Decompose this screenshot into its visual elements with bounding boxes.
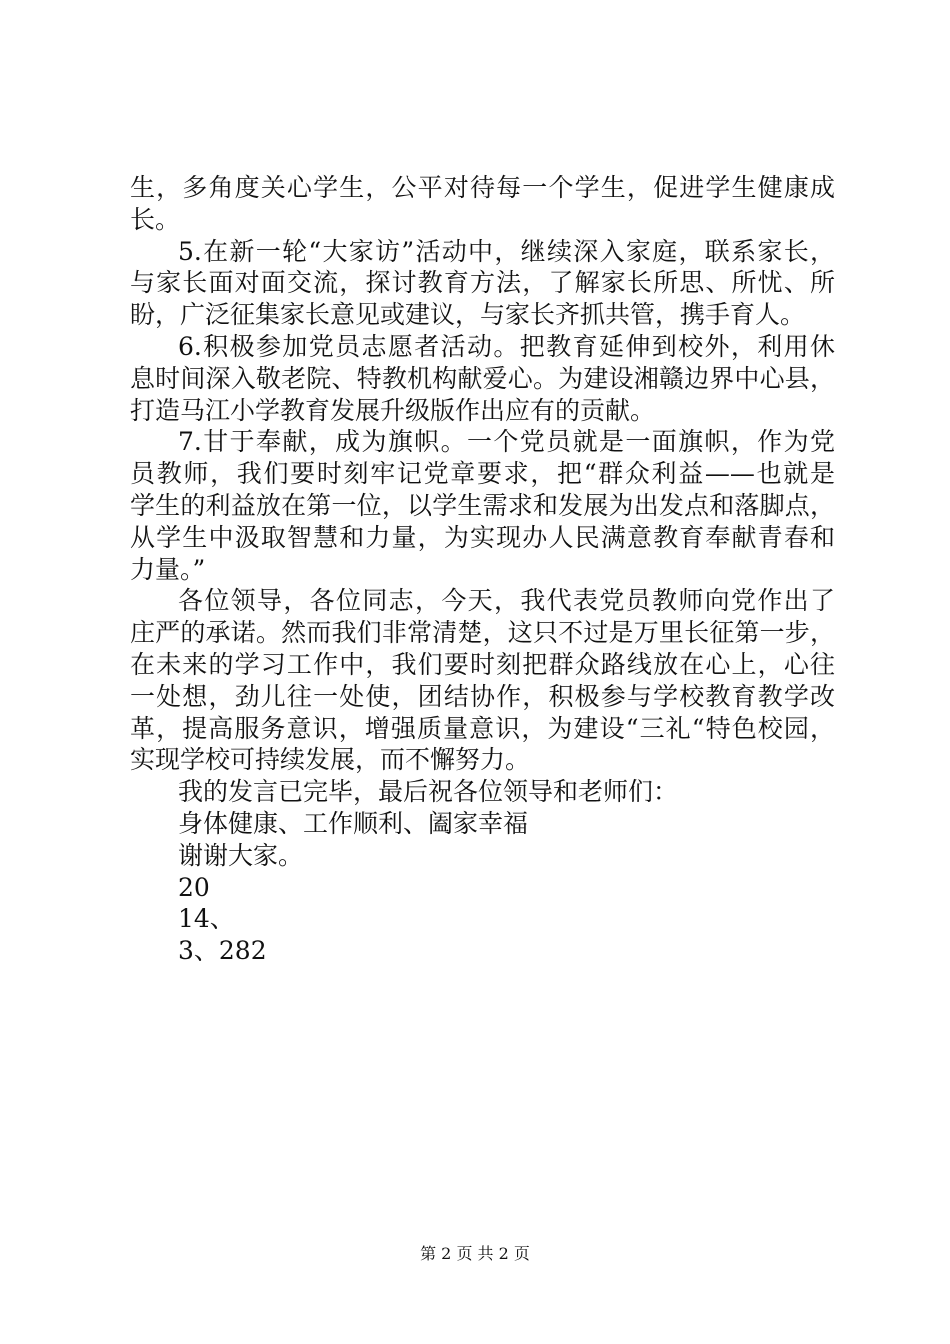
text-line: 生，多角度关心学生，公平对待每一个学生，促进学生健康成 xyxy=(130,173,835,202)
paragraph xyxy=(130,172,835,236)
text-line: 从学生中汲取智慧和力量，为实现办人民满意教育奉献青春和 xyxy=(130,522,835,552)
text-line: 5.在新一轮“大家访”活动中，继续深入家庭，联系家长， xyxy=(178,236,835,266)
date-line: 20 xyxy=(178,872,210,902)
closing-section xyxy=(130,776,835,967)
document-body xyxy=(130,172,835,967)
text-line: 长。 xyxy=(130,204,181,234)
text-line: 实现学校可持续发展，而不懈努力。 xyxy=(130,745,531,775)
text-line: 6.积极参加党员志愿者活动。把教育延伸到校外，利用休 xyxy=(178,331,835,361)
page-number-footer: 第 2 页 共 2 页 xyxy=(420,1244,530,1263)
closing-line: 身体健康、工作顺利、阖家幸福 xyxy=(178,808,529,838)
text-line: 在未来的学习工作中，我们要时刻把群众路线放在心上，心往 xyxy=(130,649,835,679)
text-line: 庄严的承诺。然而我们非常清楚，这只不过是万里长征第一步， xyxy=(130,618,835,648)
text-line: 员教师，我们要时刻牢记党章要求，把“群众利益——也就是 xyxy=(130,459,835,489)
text-line: 7.甘于奉献，成为旗帜。一个党员就是一面旗帜，作为党 xyxy=(178,427,835,457)
closing-line: 我的发言已完毕，最后祝各位领导和老师们： xyxy=(178,777,679,807)
text-line: 各位领导，各位同志，今天，我代表党员教师向党作出了 xyxy=(178,586,835,616)
text-line: 革，提高服务意识，增强质量意识，为建设“三礼“特色校园， xyxy=(130,713,835,743)
text-line: 力量。” xyxy=(130,554,206,584)
paragraph xyxy=(130,585,835,776)
text-line: 学生的利益放在第一位，以学生需求和发展为出发点和落脚点， xyxy=(130,490,835,520)
text-line: 盼，广泛征集家长意见或建议，与家长齐抓共管，携手育人。 xyxy=(130,300,806,330)
date-line: 3、282 xyxy=(178,936,267,966)
paragraph xyxy=(130,236,835,331)
text-line: 息时间深入敬老院、特教机构献爱心。为建设湘赣边界中心县， xyxy=(130,363,835,393)
date-line: 14、 xyxy=(178,904,235,934)
paragraph xyxy=(130,331,835,426)
text-line: 一处想，劲儿往一处使，团结协作，积极参与学校教育教学改 xyxy=(130,681,835,711)
closing-line: 谢谢大家。 xyxy=(178,840,304,870)
text-line: 与家长面对面交流，探讨教育方法，了解家长所思、所忧、所 xyxy=(130,268,835,298)
text-line: 打造马江小学教育发展升级版作出应有的贡献。 xyxy=(130,395,656,425)
paragraph xyxy=(130,426,835,585)
